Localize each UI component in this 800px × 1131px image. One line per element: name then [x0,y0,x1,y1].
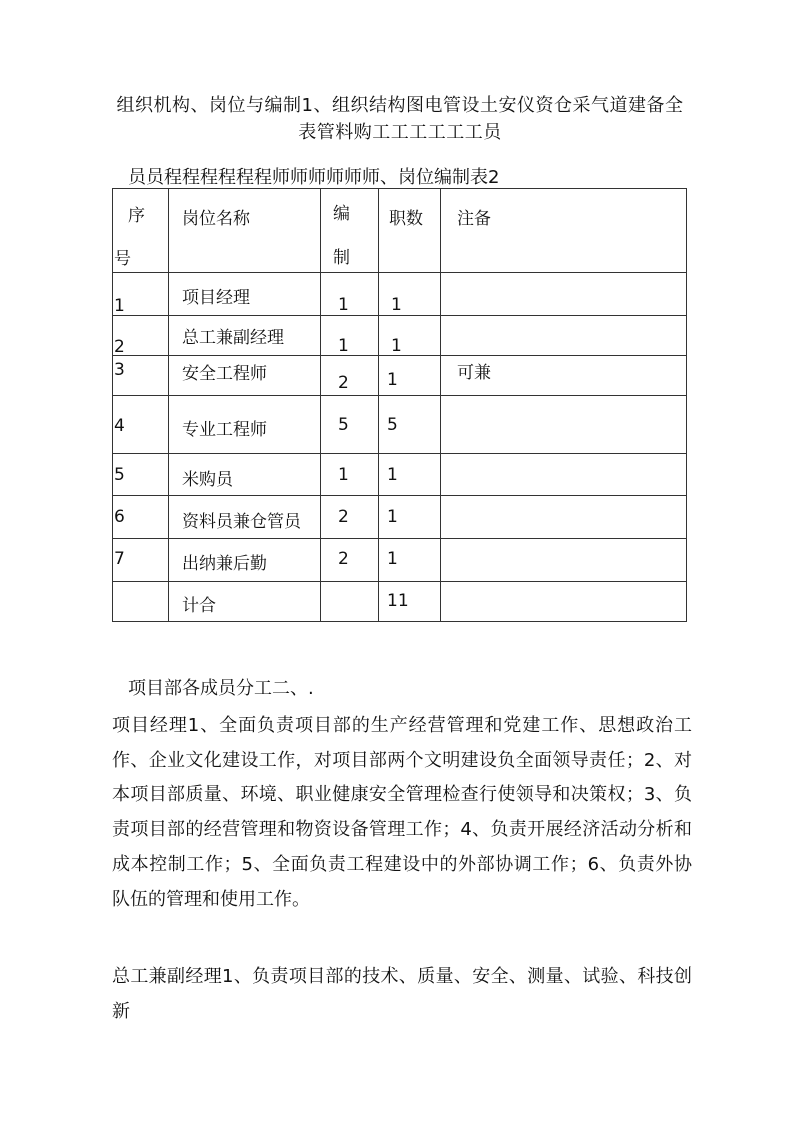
table-row [113,454,687,496]
header-bianzhi [321,189,379,273]
header-zhishu-label: 职数 [389,209,423,229]
row-seq: 2 [114,337,125,356]
table-header-row [113,189,687,273]
row-position: 总工兼副经理 [182,328,284,348]
row-remark: 可兼 [457,363,491,383]
row-zhishu: 1 [387,465,398,485]
header-position-label: 岗位名称 [182,209,250,229]
row-position: 资料员兼仓管员 [182,512,301,532]
paragraph-chief-engineer: 总工兼副经理1、负责项目部的技术、质量、安全、测量、试验、科技创新 [112,966,692,1022]
section-heading: 项目部各成员分工二、. [128,678,314,699]
header-bianzhi-top: 编 [333,204,350,224]
row-position: 安全工程师 [182,364,267,384]
row-zhishu: 1 [387,370,398,390]
document-title: 组织机构、岗位与编制1、组织结构图电管设土安仪资仓采气道建备全表管料购工工工工工工员 [116,95,684,143]
row-seq: 1 [114,296,125,316]
header-bianzhi-bottom: 制 [333,248,350,268]
row-position: 项目经理 [182,288,250,308]
header-remark [441,189,687,273]
row-bianzhi: 2 [338,373,349,393]
table-row [113,396,687,454]
row-bianzhi: 2 [338,507,349,527]
table-total-row [113,582,687,622]
table-row [113,496,687,539]
total-label: 计合 [182,596,216,616]
row-zhishu: 5 [387,415,398,435]
row-bianzhi: 2 [338,549,349,569]
row-bianzhi: 5 [338,415,349,435]
table-caption: 员员程程程程程程师师师师师师、岗位编制表2 [128,167,500,188]
row-seq: 7 [114,549,125,569]
total-zhishu: 11 [387,591,409,611]
table-row [113,316,687,356]
table-row [113,273,687,316]
row-seq: 5 [114,465,125,485]
header-position [169,189,321,273]
header-zhishu [379,189,441,273]
row-position: 专业工程师 [182,420,267,440]
row-bianzhi: 1 [338,336,349,356]
row-zhishu: 1 [391,336,402,356]
row-zhishu: 1 [387,507,398,527]
row-bianzhi: 1 [338,295,349,315]
row-position: 米购员 [182,470,233,490]
table-row [113,356,687,396]
row-seq: 6 [114,507,125,527]
row-zhishu: 1 [391,295,402,315]
paragraph-project-manager: 项目经理1、全面负责项目部的生产经营管理和党建工作、思想政治工作、企业文化建设工作，对项目部两个文明建设负全面领导责任；2、对本项目部质量、环境、职业健康安全管理检查行使领导和决策权；3、负责项目部的经营管理和物资设备管理工作；4、负责开展经济活动分析和成本控制工作；5、全面负责工程建设中的外部协调工作；6、负责外协队伍的管理和使用工作。 [112,715,692,910]
row-seq: 3 [114,360,125,380]
header-seq-top: 序 [128,206,145,226]
table-row [113,539,687,582]
header-seq [113,189,169,273]
row-bianzhi: 1 [338,465,349,485]
row-position: 出纳兼后勤 [182,554,267,574]
header-seq-bottom: 号 [114,249,131,269]
staffing-table [112,188,687,622]
header-remark-label: 注备 [457,209,491,229]
row-seq: 4 [114,416,125,436]
row-zhishu: 1 [387,549,398,569]
